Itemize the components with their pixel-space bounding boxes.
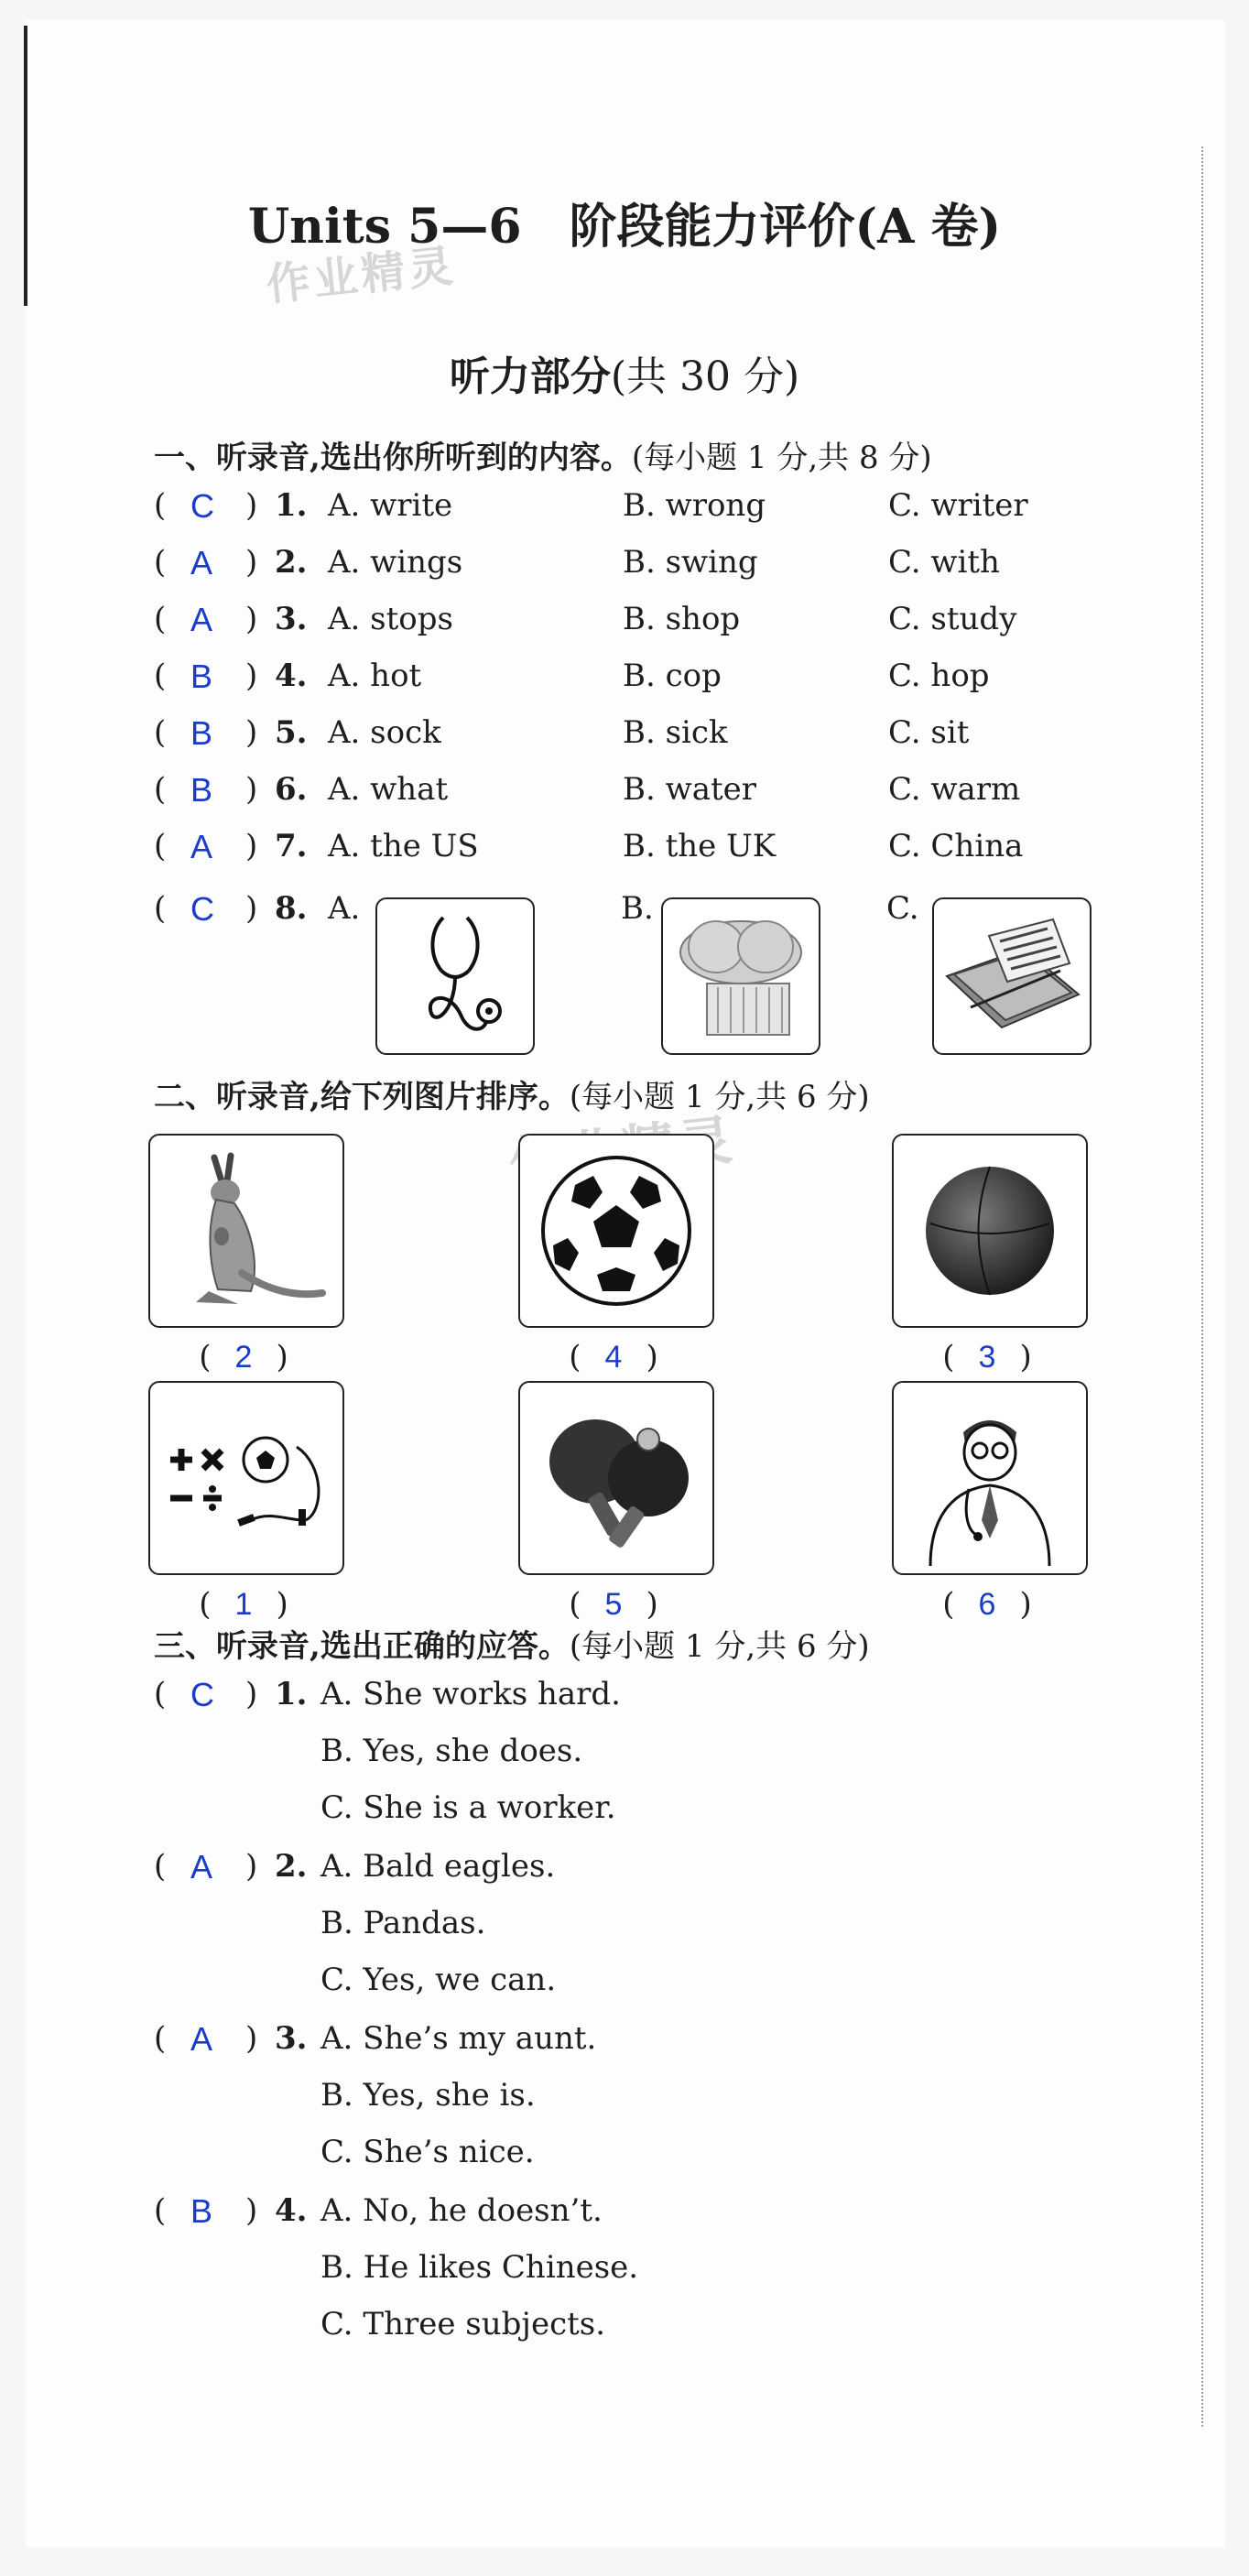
option-c: C. with bbox=[888, 544, 1000, 581]
answer-letter: A bbox=[190, 2020, 213, 2058]
question-number: 4. bbox=[275, 2192, 308, 2229]
answer-letter: B bbox=[190, 771, 213, 809]
answer-letter: B bbox=[190, 714, 213, 752]
part2-heading: 二、听录音,给下列图片排序。(每小题 1 分,共 6 分) bbox=[154, 1079, 870, 1115]
option-a: A. hot bbox=[328, 658, 422, 694]
option-c: C. bbox=[886, 890, 919, 927]
ping-pong-icon bbox=[520, 1383, 712, 1573]
option-c: C. China bbox=[888, 828, 1024, 864]
answer-blank: ( A ) bbox=[154, 828, 258, 865]
binding-edge bbox=[24, 26, 27, 306]
option-b: B. swing bbox=[623, 544, 758, 581]
option-b: B. water bbox=[623, 771, 757, 808]
answer-letter: B bbox=[190, 2192, 213, 2230]
subtitle-score: (共 30 分) bbox=[610, 353, 800, 400]
option-c: C. sit bbox=[888, 714, 970, 751]
option-a: A. the US bbox=[328, 828, 479, 864]
answer-blank: ( A ) bbox=[154, 1848, 258, 1886]
answer-blank: ( C ) bbox=[154, 1676, 258, 1713]
watermark: 作业精灵 bbox=[264, 240, 459, 311]
option-a: A. stops bbox=[328, 601, 453, 637]
newspaper-picture bbox=[932, 897, 1092, 1055]
question-number: 3. bbox=[275, 601, 308, 637]
answer-blank: ( B ) bbox=[154, 2192, 258, 2230]
order-caption-5: ( 5 ) bbox=[569, 1586, 658, 1623]
option-a: A. write bbox=[328, 487, 453, 524]
response-option: A. She’s my aunt. bbox=[320, 2020, 597, 2057]
order-caption-2: ( 4 ) bbox=[569, 1339, 658, 1375]
option-c: C. hop bbox=[888, 658, 990, 694]
question-number: 1. bbox=[275, 1676, 308, 1712]
answer-blank: ( B ) bbox=[154, 658, 258, 695]
answer-blank: ( C ) bbox=[154, 487, 258, 525]
margin-dotted-line bbox=[1201, 147, 1203, 2427]
answer-blank: ( C ) bbox=[154, 890, 258, 928]
response-option: C. Yes, we can. bbox=[320, 1962, 557, 1998]
order-caption-6: ( 6 ) bbox=[942, 1586, 1032, 1623]
response-option: B. He likes Chinese. bbox=[320, 2249, 639, 2286]
order-caption-1: ( 2 ) bbox=[199, 1339, 288, 1375]
chef-hat-icon bbox=[663, 899, 819, 1053]
doctor-icon bbox=[894, 1383, 1086, 1573]
option-a: A. sock bbox=[328, 714, 441, 751]
response-option: A. No, he doesn’t. bbox=[320, 2192, 603, 2229]
question-number: 6. bbox=[275, 771, 308, 808]
answer-blank: ( A ) bbox=[154, 544, 258, 582]
question-number: 7. bbox=[275, 828, 308, 864]
answer-letter: A bbox=[190, 544, 213, 582]
soccer-ball-picture bbox=[518, 1134, 714, 1328]
response-option: B. Yes, she does. bbox=[320, 1733, 583, 1769]
question-number: 4. bbox=[275, 658, 308, 694]
answer-letter: C bbox=[190, 1676, 214, 1713]
answer-letter: A bbox=[190, 601, 213, 638]
option-b: B. the UK bbox=[623, 828, 777, 864]
ping-pong-picture bbox=[518, 1381, 714, 1575]
option-b: B. shop bbox=[623, 601, 741, 637]
order-caption-4: ( 1 ) bbox=[199, 1586, 288, 1623]
section-subtitle bbox=[0, 343, 1249, 402]
answer-letter: A bbox=[190, 1848, 213, 1886]
answer-letter: B bbox=[190, 658, 213, 695]
option-c: C. warm bbox=[888, 771, 1021, 808]
math-pe-icon bbox=[150, 1383, 342, 1573]
stethoscope-icon bbox=[377, 899, 533, 1053]
option-c: C. writer bbox=[888, 487, 1028, 524]
kangaroo-picture bbox=[148, 1134, 344, 1328]
question-number: 3. bbox=[275, 2020, 308, 2057]
newspaper-icon bbox=[934, 899, 1090, 1053]
order-caption-3: ( 3 ) bbox=[942, 1339, 1032, 1375]
option-b: B. bbox=[621, 890, 654, 927]
stethoscope-picture bbox=[375, 897, 535, 1055]
answer-letter: A bbox=[190, 828, 213, 865]
question-number: 2. bbox=[275, 1848, 308, 1885]
kangaroo-icon bbox=[150, 1136, 342, 1326]
response-option: A. She works hard. bbox=[320, 1676, 621, 1712]
answer-blank: ( A ) bbox=[154, 2020, 258, 2058]
response-option: C. Three subjects. bbox=[320, 2306, 606, 2342]
response-option: C. She’s nice. bbox=[320, 2134, 535, 2170]
page-title: Units 5—6 阶段能力评价(A 卷) bbox=[247, 199, 1002, 255]
basketball-icon bbox=[894, 1136, 1086, 1326]
doctor-picture bbox=[892, 1381, 1088, 1575]
question-number: 5. bbox=[275, 714, 308, 751]
option-c: C. study bbox=[888, 601, 1017, 637]
part1-heading: 一、听录音,选出你所听到的内容。(每小题 1 分,共 8 分) bbox=[154, 440, 932, 476]
question-number: 1. bbox=[275, 487, 308, 524]
response-option: A. Bald eagles. bbox=[320, 1848, 556, 1885]
math-pe-picture bbox=[148, 1381, 344, 1575]
answer-letter: C bbox=[190, 487, 214, 525]
basketball-picture bbox=[892, 1134, 1088, 1328]
response-option: B. Pandas. bbox=[320, 1905, 486, 1941]
option-a: A. wings bbox=[328, 544, 463, 581]
option-b: B. cop bbox=[623, 658, 722, 694]
question-number: 8. bbox=[275, 890, 308, 927]
chef-hat-picture bbox=[661, 897, 820, 1055]
response-option: C. She is a worker. bbox=[320, 1789, 616, 1826]
answer-blank: ( B ) bbox=[154, 714, 258, 752]
answer-blank: ( B ) bbox=[154, 771, 258, 809]
subtitle-main: 听力部分 bbox=[449, 353, 611, 400]
question-number: 2. bbox=[275, 544, 308, 581]
part3-heading: 三、听录音,选出正确的应答。(每小题 1 分,共 6 分) bbox=[154, 1628, 870, 1665]
answer-letter: C bbox=[190, 890, 214, 928]
option-b: B. sick bbox=[623, 714, 728, 751]
option-b: B. wrong bbox=[623, 487, 766, 524]
answer-blank: ( A ) bbox=[154, 601, 258, 638]
option-a: A. bbox=[328, 890, 361, 927]
response-option: B. Yes, she is. bbox=[320, 2077, 536, 2114]
soccer-ball-icon bbox=[520, 1136, 712, 1326]
option-a: A. what bbox=[328, 771, 449, 808]
